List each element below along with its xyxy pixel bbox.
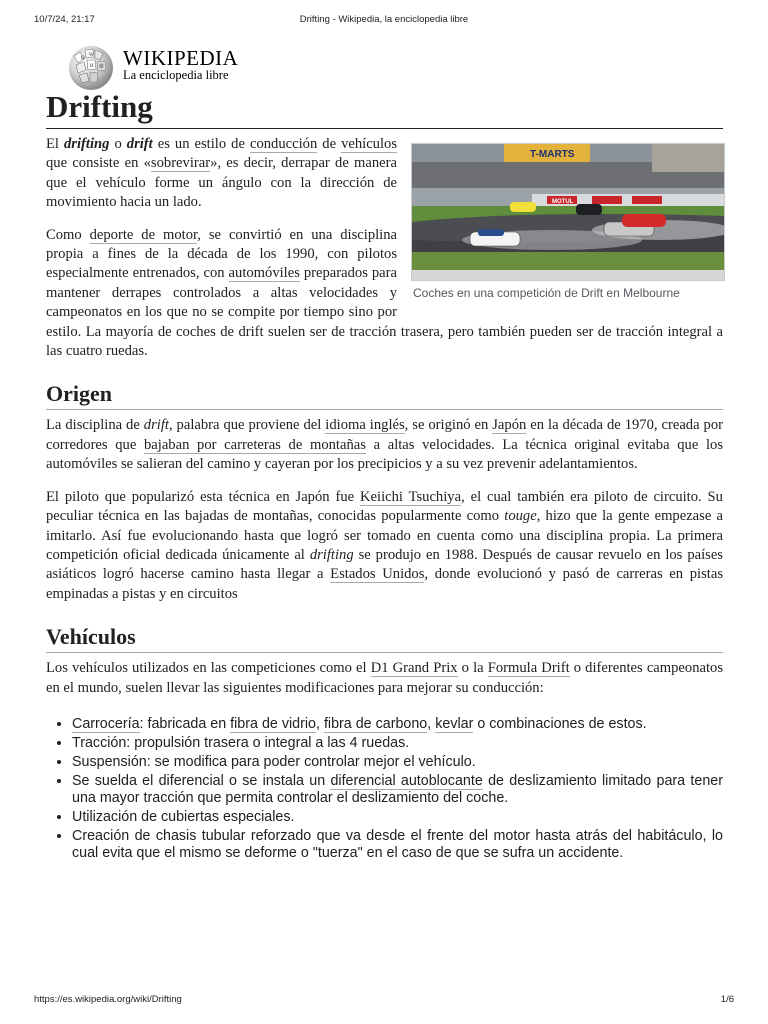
- wikipedia-wordmark: WIKIPEDIA: [123, 46, 239, 70]
- link-deporte-de-motor[interactable]: deporte de motor: [89, 226, 198, 243]
- svg-text:維: 維: [99, 65, 105, 70]
- banner-text: T-MARTS: [530, 149, 575, 160]
- print-doc-title: Drifting - Wikipedia, la enciclopedia libre: [299, 14, 469, 25]
- link-carreteras-de-montanas[interactable]: bajaban por carreteras de montañas: [144, 436, 366, 453]
- page-title: Drifting: [46, 88, 723, 129]
- list-item: • Tracción: propulsión trasera o integral a las 4 ruedas.: [72, 735, 723, 752]
- list-item: • Suspensión: se modifica para poder controlar mejor el vehículo.: [72, 754, 723, 771]
- svg-text:W: W: [89, 53, 94, 58]
- sponsor-text: MOTUL: [552, 199, 574, 205]
- list-item: • Se suelda el diferencial o se instala un diferencial autoblocante de deslizamiento limitado para tener una mayor tracción que permita controlar el deslizamiento del coche.: [72, 773, 723, 807]
- link-kevlar[interactable]: kevlar: [435, 715, 474, 732]
- link-d1-grand-prix[interactable]: D1 Grand Prix: [370, 660, 458, 677]
- wikipedia-globe-icon: [66, 42, 116, 92]
- print-datetime: 10/7/24, 21:17: [34, 14, 95, 25]
- svg-text:И: И: [90, 64, 94, 69]
- figure-caption: Coches en una competición de Drift en Melbourne: [413, 286, 680, 300]
- origen-paragraph-1: La disciplina de drift, palabra que proviene del idioma inglés, se originó en Japón en la década de 1970, creada por corredores que bajaban por carreteras de montañas a altas velocidades. La técnica original evitaba que los automóviles se salieran del camino y cayeran por los precipicios y a su vez prevenir adelantamientos.: [46, 417, 723, 473]
- print-page-number: 1/6: [720, 994, 734, 1005]
- drift-race-photo[interactable]: [411, 143, 725, 281]
- modifications-list: [46, 716, 723, 862]
- list-item: • Utilización de cubiertas especiales.: [72, 809, 723, 826]
- article-content: [46, 88, 723, 864]
- link-formula-drift[interactable]: Formula Drift: [487, 660, 570, 677]
- section-heading-origen: Origen: [46, 379, 723, 410]
- link-idioma-ingles[interactable]: idioma inglés: [325, 417, 405, 434]
- link-estados-unidos[interactable]: Estados Unidos: [330, 566, 425, 583]
- article-figure: [411, 143, 723, 301]
- link-carroceria[interactable]: Carrocería: [72, 715, 140, 732]
- link-vehiculos[interactable]: vehículos: [341, 136, 398, 152]
- list-item: • Carrocería: fabricada en fibra de vidrio, fibra de carbono, kevlar o combinaciones de estos.: [72, 716, 723, 733]
- svg-text:Ω: Ω: [81, 56, 85, 61]
- link-fibra-de-vidrio[interactable]: fibra de vidrio: [230, 715, 316, 732]
- section-heading-vehiculos: Vehículos: [46, 622, 723, 653]
- intro-paragraph-2: Como deporte de motor, se convirtió en una disciplina propia a fines de la década de los 1990, con pilotos especialmente entrenados, con automóviles preparados para mantener derrapes controlados a altas velocidades y campeonatos en los que no se compite por tiempo sino por estilo. La mayoría de coches de drift suelen ser de tracción trasera, pero también pueden ser de tracción integral a las cuatro ruedas.: [46, 226, 723, 360]
- link-diferencial-autoblocante[interactable]: diferencial autoblocante: [330, 772, 483, 789]
- wikipedia-tagline: La enciclopedia libre: [123, 68, 229, 82]
- link-conduccion[interactable]: conducción: [249, 136, 318, 152]
- vehiculos-paragraph-1: Los vehículos utilizados en las competiciones como el D1 Grand Prix o la Formula Drift o diferentes campeonatos en el mundo, suelen llevar las siguientes modificaciones para mejorar su conducción:: [46, 660, 723, 696]
- print-footer: [34, 994, 734, 1008]
- origen-paragraph-2: El piloto que popularizó esta técnica en Japón fue Keiichi Tsuchiya, el cual también era piloto de circuito. Su peculiar técnica en las bajadas de montañas, conocidas popularmente como touge, hizo que la gente empezase a imitarlo. Así fue evolucionando hasta que logró ser tomado en cuenta como una disciplina propia. La primera competición oficial dedicada únicamente al drifting se produjo en 1988. Después de causar revuelo en los países asiáticos logró hacerse camino hasta llegar a Estados Unidos, donde evolucionó y pasó de carreras en pistas empinadas a pistas y en circuitos: [46, 488, 723, 602]
- link-japon[interactable]: Japón: [492, 417, 527, 434]
- link-fibra-de-carbono[interactable]: fibra de carbono: [323, 715, 428, 732]
- link-automoviles[interactable]: automóviles: [228, 265, 300, 282]
- list-item: • Creación de chasis tubular reforzado que va desde el frente del motor hasta atrás del habitáculo, lo cual evita que el mismo se deforme o "tuerza" en el caso de que se sufra un accidente.: [72, 828, 723, 862]
- intro-paragraph-1: El drifting o drift es un estilo de conducción de vehículos que consiste en «sobrevirar», es decir, derrapar de manera que el vehículo forme un ángulo con la dirección de movimiento hacia un lado.: [46, 136, 398, 211]
- wikipedia-logo[interactable]: [66, 40, 256, 92]
- link-sobrevirar[interactable]: sobrevirar: [150, 155, 211, 172]
- print-url: https://es.wikipedia.org/wiki/Drifting: [34, 994, 182, 1005]
- print-header: [34, 14, 734, 28]
- link-keiichi-tsuchiya[interactable]: Keiichi Tsuchiya: [360, 488, 462, 505]
